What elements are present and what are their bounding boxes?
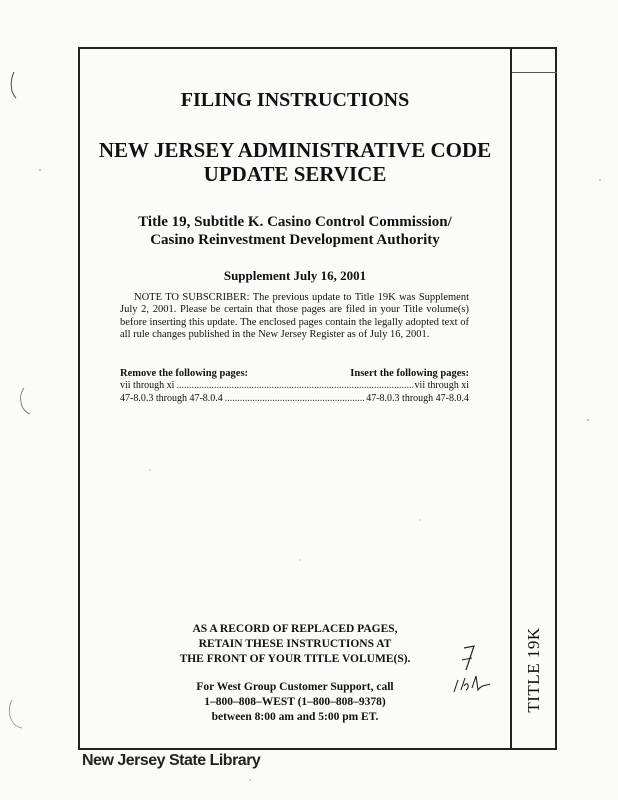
remove-pages-value: 47-8.0.3 through 47-8.0.4: [120, 393, 223, 404]
title-tab-label: TITLE 19K: [524, 627, 543, 713]
dot-leader: [225, 393, 364, 404]
insert-pages-value: vii through xi: [414, 380, 469, 391]
subtitle-line-1: Title 19, Subtitle K. Casino Control Commission/: [138, 214, 452, 230]
record-line-3: THE FRONT OF YOUR TITLE VOLUME(S).: [179, 653, 411, 665]
subtitle-line-2: Casino Reinvestment Development Authority: [150, 232, 440, 248]
subscriber-note-text: NOTE TO SUBSCRIBER: The previous update to Title 19K was Supplement July 2, 2001. Please be certain that those pages are filed in your Title volume(s) before inserting this update. The enclosed pages contain the legally adopted text of all rule changes published in the New Jersey Register as of July 16, 2001.: [120, 292, 469, 341]
page-row: [120, 393, 469, 404]
support-line-3: between 8:00 am and 5:00 pm ET.: [211, 711, 379, 723]
code-title-line-2: UPDATE SERVICE: [203, 162, 387, 186]
supplement-date: Supplement July 16, 2001: [223, 268, 367, 283]
handwritten-initials: [452, 640, 492, 700]
record-instructions: [80, 622, 510, 667]
insert-pages-value: 47-8.0.3 through 47-8.0.4: [366, 393, 469, 404]
subscriber-note: [120, 292, 469, 342]
tab-top-line: [512, 72, 557, 73]
page-row: [120, 380, 469, 391]
library-stamp: New Jersey State Library: [82, 752, 261, 769]
pages-header: [120, 368, 469, 379]
code-title-line-1: NEW JERSEY ADMINISTRATIVE CODE: [98, 138, 492, 162]
support-line-2: 1–800–808–WEST (1–800–808–9378): [204, 696, 386, 708]
code-title: [80, 138, 510, 186]
subtitle: [80, 213, 510, 249]
support-line-1: For West Group Customer Support, call: [196, 681, 394, 693]
remove-pages-value: vii through xi: [120, 380, 175, 391]
tab-divider-line: [510, 47, 512, 750]
customer-support: [80, 680, 510, 725]
remove-pages-header: Remove the following pages:: [120, 368, 249, 379]
record-line-2: RETAIN THESE INSTRUCTIONS AT: [198, 638, 392, 650]
record-line-1: AS A RECORD OF REPLACED PAGES,: [192, 623, 398, 635]
insert-pages-header: Insert the following pages:: [350, 368, 469, 379]
document-title: FILING INSTRUCTIONS: [180, 89, 410, 111]
dot-leader: [176, 380, 412, 391]
